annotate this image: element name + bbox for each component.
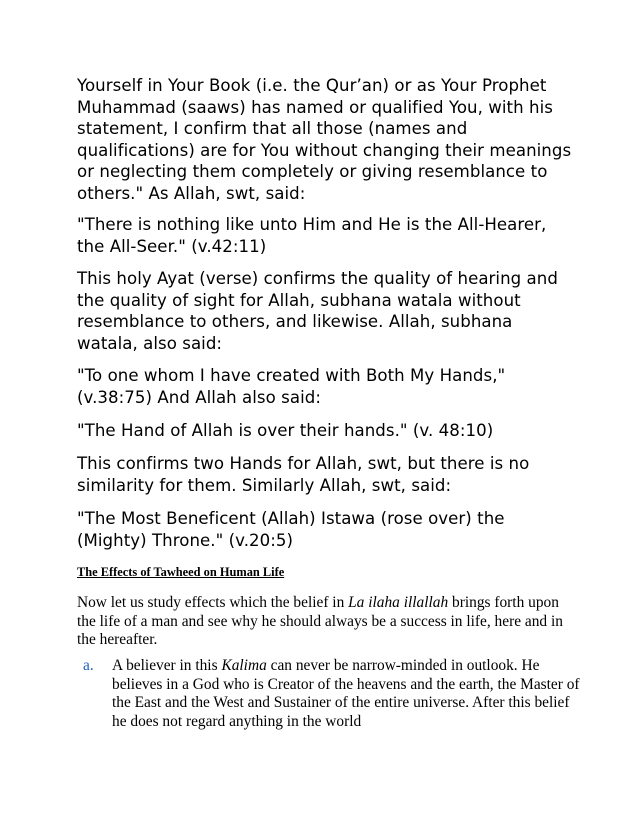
quote-verse-20-5: "The Most Beneficent (Allah) Istawa (rose over) the (Mighty) Throne." (v.20:5)	[77, 509, 505, 550]
intro-italic-phrase: La ilaha illallah	[348, 594, 449, 611]
list-item-text-start: A believer in this	[112, 657, 222, 674]
intro-text-start: Now let us study effects which the belief in	[77, 594, 349, 611]
section-intro-paragraph	[77, 594, 567, 650]
list-item-text-end: can never be narrow-minded in outlook. He believes in a God who is Creator of the heavens and the earth, the Master of the East and the West and Sustainer of the entire universe. After this belief he does not regard anything in the world	[112, 657, 580, 731]
quote-verse-42-11: "There is nothing like unto Him and He is the All-Hearer, the All-Seer." (v.42:11)	[77, 215, 547, 256]
list-item-a	[112, 657, 582, 732]
paragraph-hearing-sight: This holy Ayat (verse) confirms the quality of hearing and the quality of sight for Allah, subhana watala without resemblance to others, and likewise. Allah, subhana watala, also said:	[77, 269, 558, 353]
list-item-italic-word: Kalima	[221, 657, 267, 674]
quote-verse-48-10: "The Hand of Allah is over their hands." (v. 48:10)	[77, 421, 494, 440]
quote-verse-38-75: "To one whom I have created with Both My Hands," (v.38:75) And Allah also said:	[77, 366, 506, 407]
section-heading: The Effects of Tawheed on Human Life	[77, 565, 285, 579]
intro-text-end: brings forth upon the life of a man and see why he should always be a success in life, here and in the hereafter.	[77, 594, 563, 649]
paragraph-two-hands: This confirms two Hands for Allah, swt, but there is no similarity for them. Similarly Allah, swt, said:	[77, 454, 530, 495]
list-marker-a: a.	[83, 657, 94, 674]
paragraph-names-qualifications: Yourself in Your Book (i.e. the Qur’an) or as Your Prophet Muhammad (saaws) has named or qualified You, with his statement, I confirm that all those (names and qualifications) are for You without changing their meanings or neglecting them completely or giving resemblance to others." As Allah, swt, said:	[77, 76, 572, 203]
